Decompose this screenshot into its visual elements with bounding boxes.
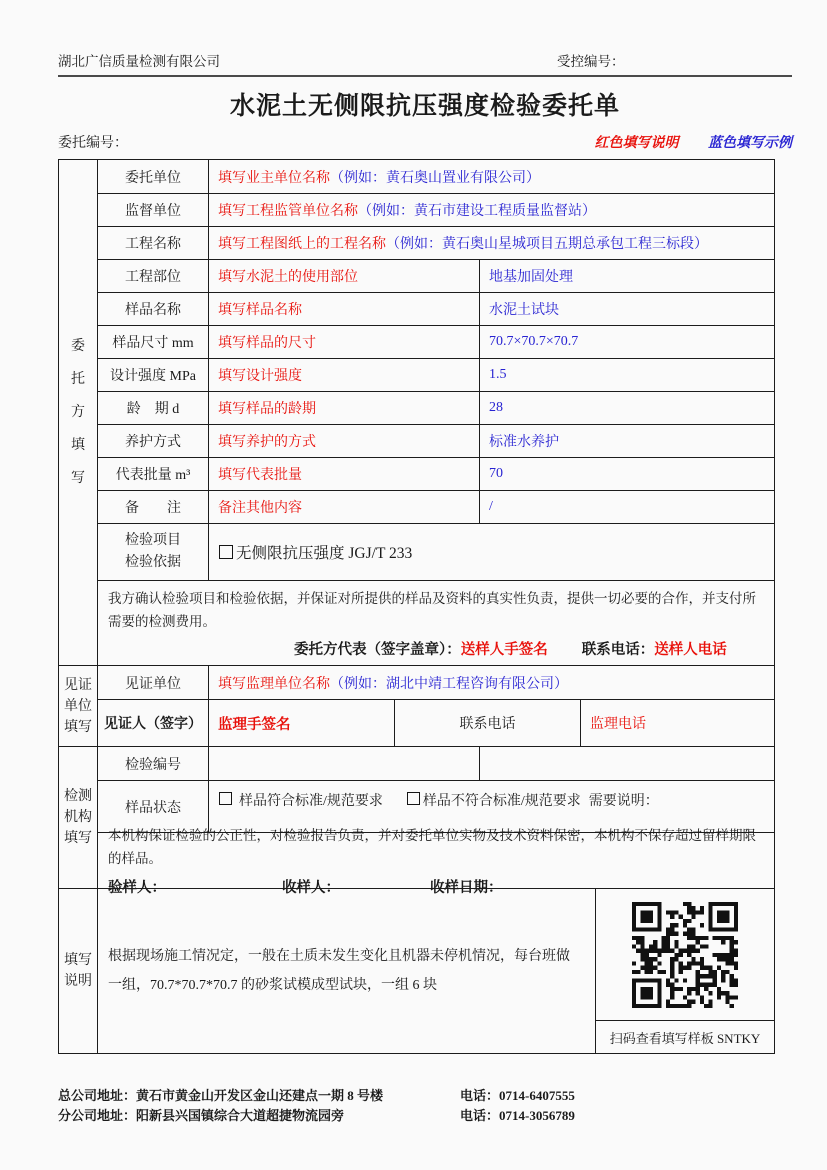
instruction-text: 填写样品的龄期 (208, 392, 479, 424)
instruction-text: 填写代表批量 (208, 458, 479, 490)
agency-statement-text: 本机构保证检验的公正性，对检验报告负责，并对委托单位实物及技术资料保密，本机构不保存超过留样期限的样品。 (108, 828, 756, 866)
checker-label: 验样人： (108, 880, 166, 896)
field-label: 检验编号 (125, 757, 181, 773)
instruction-text: 填写工程监管单位名称 (218, 204, 358, 219)
instruction-text: 填写业主单位名称 (218, 170, 330, 186)
table-row-notes (98, 889, 774, 1053)
commission-form-table (58, 159, 775, 1054)
controlled-no-label: 受控编号： (557, 54, 625, 69)
witness-phone-label: 联系电话 (394, 700, 580, 746)
table-row-supervise-unit (98, 193, 774, 226)
commission-no-label: 委托编号： (58, 136, 128, 151)
qr-code (632, 902, 738, 1008)
example-text: （例如：黄石奥山置业有限公司） (330, 170, 540, 186)
phone-value: 送样人电话 (654, 642, 727, 658)
client-statement-text: 我方确认检验项目和检验依据，并保证对所提供的样品及资料的真实性负责，提供一切必要的合作，并支付所需要的检测费用。 (108, 591, 756, 629)
instruction-text: 填写工程图纸上的工程名称 (218, 237, 386, 252)
notes-text: 根据现场施工情况定，一般在土质未发生变化且机器未停机情况，每台班做一组，70.7*70.7*70.7 的砂浆试模成型试块，一组 6 块 (108, 949, 570, 993)
table-row-sample-name (98, 292, 774, 325)
field-label: 检验项目 检验依据 (125, 533, 181, 570)
sig-value: 送样人手签名 (460, 642, 548, 658)
example-text: 标准水养护 (479, 425, 774, 457)
field-value (208, 666, 774, 699)
instruction-text: 填写监理单位名称 (218, 676, 330, 692)
sample-not-ok-checkbox[interactable] (407, 792, 420, 805)
qr-cell (595, 889, 774, 1053)
page-title: 水泥土无侧限抗压强度检验委托单 (229, 93, 620, 120)
agency-statement-cell (98, 828, 774, 896)
instruction-text: 填写水泥土的使用部位 (208, 260, 479, 292)
footer-line-1 (58, 1086, 792, 1106)
client-signature-line (108, 638, 762, 659)
example-text: 28 (479, 392, 774, 424)
legend-red: 红色填写说明 (594, 136, 679, 151)
field-label: 委托单位 (125, 170, 181, 186)
section-label-witness: 见证 单位 填写 (59, 666, 98, 746)
field-label: 养护方式 (125, 435, 181, 450)
head-office-phone: 电话：0714-6407555 (460, 1088, 575, 1103)
table-row-age (98, 391, 774, 424)
table-row-project-name (98, 226, 774, 259)
field-value (208, 160, 774, 193)
table-row-witness-person (98, 699, 774, 746)
example-text: 水泥土试块 (479, 293, 774, 325)
table-row-agency-statement (98, 828, 774, 896)
sample-not-ok-label: 样品不符合标准/规范要求 (422, 794, 581, 809)
receive-date-label: 收样日期： (430, 880, 503, 896)
report-no-value-cell (208, 747, 479, 780)
instruction-text: 填写样品名称 (208, 293, 479, 325)
example-text: （例如：黄石市建设工程质量监督站） (358, 204, 596, 219)
example-text: （例如：湖北中靖工程咨询有限公司） (330, 676, 568, 692)
sig-label: 委托方代表（签字盖章）： (294, 642, 461, 658)
example-text: 70 (479, 458, 774, 490)
qr-area (596, 889, 774, 1020)
test-item-text: 无侧限抗压强度 JGJ/T 233 (236, 545, 413, 562)
instruction-text: 填写养护的方式 (208, 425, 479, 457)
section-label-agency: 检测 机构 填写 (59, 747, 98, 888)
section-label-notes: 填写 说明 (59, 889, 98, 1053)
table-row-project-part (98, 259, 774, 292)
field-label: 代表批量 m³ (115, 468, 191, 483)
report-no-extra-cell (479, 747, 774, 780)
example-text: / (479, 491, 774, 523)
example-text: 1.5 (479, 359, 774, 391)
table-row-batch-volume (98, 457, 774, 490)
table-row-remark (98, 490, 774, 523)
section-agency (59, 746, 774, 896)
field-value (208, 227, 774, 259)
branch-office-phone: 电话：0714-3056789 (460, 1108, 575, 1123)
instruction-text: 填写设计强度 (208, 359, 479, 391)
phone-label: 联系电话： (581, 642, 655, 658)
page-header (58, 50, 792, 70)
field-label: 监督单位 (125, 204, 181, 219)
section-witness (59, 665, 774, 746)
example-text: 地基加固处理 (479, 260, 774, 292)
fill-legend (595, 132, 793, 152)
branch-office-address: 分公司地址：阳新县兴国镇综合大道超捷物流园旁 (58, 1108, 345, 1123)
field-label: 备 注 (125, 501, 181, 516)
client-statement-cell (98, 581, 774, 665)
field-value (208, 194, 774, 226)
test-item-value (208, 524, 774, 580)
subheader (58, 132, 792, 152)
table-row-design-strength (98, 358, 774, 391)
witness-sign-value: 监理手签名 (208, 700, 394, 746)
test-item-checkbox[interactable] (219, 545, 233, 559)
instruction-text: 填写样品的尺寸 (208, 326, 479, 358)
sample-ok-checkbox[interactable] (219, 792, 232, 805)
company-name: 湖北广信质量检测有限公司 (58, 54, 220, 69)
field-label: 样品状态 (125, 800, 181, 816)
instruction-text: 备注其他内容 (208, 491, 479, 523)
table-row-report-no (98, 747, 774, 780)
sample-ok-label: 样品符合标准/规范要求 (239, 794, 383, 809)
table-row-sample-size (98, 325, 774, 358)
field-label: 见证人（签字） (104, 717, 202, 732)
footer-line-2 (58, 1106, 792, 1126)
field-label: 龄 期 d (126, 402, 180, 417)
table-row-entrust-unit (98, 160, 774, 193)
receiver-label: 收样人： (282, 880, 340, 896)
page-footer (58, 1086, 792, 1126)
qr-caption: 扫码查看填写样板 SNTKY (596, 1020, 774, 1053)
section-label-client: 委 托 方 填 写 (59, 160, 98, 665)
head-office-address: 总公司地址：黄石市黄金山开发区金山还建点一期 8 号楼 (58, 1088, 384, 1103)
sample-note-label: 需要说明： (588, 794, 659, 809)
field-label: 设计强度 MPa (110, 369, 196, 384)
field-label: 样品名称 (125, 303, 181, 318)
table-row-client-statement (98, 580, 774, 665)
field-label: 见证单位 (125, 676, 181, 692)
field-label: 工程部位 (125, 270, 181, 285)
legend-blue: 蓝色填写示例 (708, 136, 792, 151)
field-label: 样品尺寸 mm (112, 336, 194, 351)
section-client (59, 160, 774, 665)
table-row-witness-unit (98, 666, 774, 699)
table-row-test-item (98, 523, 774, 580)
header-rule (58, 75, 792, 77)
field-label: 工程名称 (125, 237, 181, 252)
witness-phone-value: 监理电话 (580, 700, 774, 746)
example-text: 70.7×70.7×70.7 (479, 326, 774, 358)
example-text: （例如：黄石奥山星城项目五期总承包工程三标段） (386, 237, 708, 252)
table-row-curing-method (98, 424, 774, 457)
section-notes (59, 888, 774, 1053)
